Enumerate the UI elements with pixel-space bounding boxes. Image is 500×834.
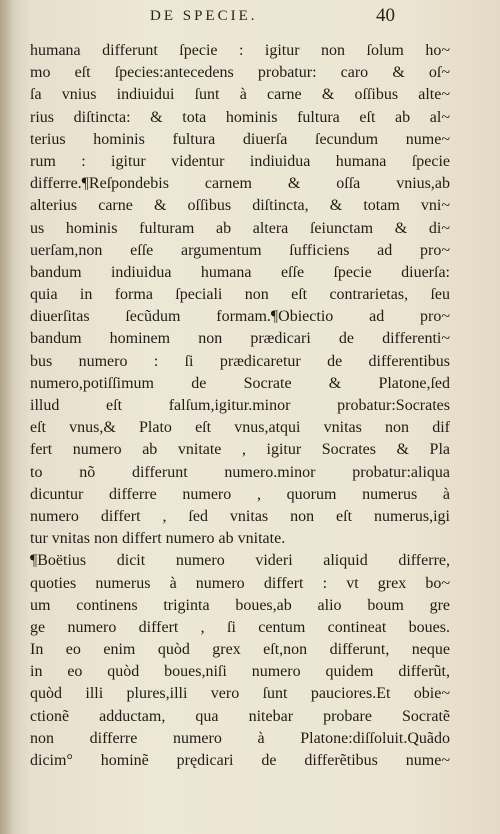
text-line: In eo enim quòd grex eſt,non differunt, neque xyxy=(30,641,450,659)
text-line: to nõ differunt numero.minor probatur:aliqua xyxy=(30,463,450,481)
text-line: ¶Boëtius dicit numero videri aliquid differre, xyxy=(30,552,450,570)
text-line: fert numero ab vnitate , igitur Socrates & Pla xyxy=(30,441,450,459)
text-line: dicim° hominẽ prędicari de differẽtibus nume~ xyxy=(30,752,450,769)
text-line: diuerſitas ſecũdum formam.¶Obiectio ad pro~ xyxy=(30,308,450,326)
text-line: numero differt , ſed vnitas non eſt numerus,igi xyxy=(30,507,450,525)
text-line: alterius carne & oſſibus diſtincta, & totam vni~ xyxy=(30,197,450,215)
text-line: ſa vnius indiuidui ſunt à carne & oſſibus alte~ xyxy=(30,86,450,104)
text-line: um continens triginta boues,ab alio boum gre xyxy=(30,596,450,614)
text-line: illud eſt falſum,igitur.minor probatur:Socrates xyxy=(30,397,450,414)
text-line: bandum hominem non prædicari de differenti~ xyxy=(30,330,450,348)
text-line: non differre numero à Platone:diſſoluit.Quãdo xyxy=(30,729,450,747)
text-line: differre.¶Reſpondebis carnem & oſſa vnius,ab xyxy=(30,175,450,193)
page-number: 40 xyxy=(376,5,395,26)
text-line: bandum indiuidua humana eſſe ſpecie diuerſa: xyxy=(30,263,450,281)
text-line: quoties numerus à numero differt : vt grex bo~ xyxy=(30,574,450,592)
text-line: eſt vnus,& Plato eſt vnus,atqui vnitas non dif xyxy=(30,419,450,437)
text-line: quòd illi plures,illi vero ſunt pauciores.Et obie~ xyxy=(30,685,450,703)
text-line: rum : igitur videntur indiuidua humana ſpecie xyxy=(30,152,450,170)
text-line: dicuntur differre numero , quorum numerus à xyxy=(30,485,450,503)
text-line: bus numero : ſi prædicaretur de differentibus xyxy=(30,352,450,370)
text-line: ctionẽ adductam, qua nitebar probare Socratẽ xyxy=(30,707,450,725)
text-line: numero,potiſſimum de Socrate & Platone,ſed xyxy=(30,374,450,392)
body-text xyxy=(30,40,450,772)
text-line: us hominis fulturam ab altera ſeiunctam & di~ xyxy=(30,219,450,237)
text-line: ge numero differt , ſi centum contineat boues. xyxy=(30,618,450,636)
text-line: terius hominis fultura diuerſa ſecundum nume~ xyxy=(30,130,450,148)
text-line: in eo quòd boues,niſi numero quidem differũt, xyxy=(30,663,450,681)
text-line: mo eſt ſpecies:antecedens probatur: caro & oſ~ xyxy=(30,64,450,82)
text-line: humana differunt ſpecie : igitur non ſolum ho~ xyxy=(30,42,450,59)
text-line: uerſam,non eſſe argumentum ſufficiens ad pro~ xyxy=(30,241,450,259)
text-line: quia in forma ſpeciali non eſt contrarietas, ſeu xyxy=(30,286,450,304)
gutter-shadow xyxy=(0,0,14,834)
text-line: tur vnitas non differt numero ab vnitate. xyxy=(30,530,286,548)
text-line: rius diſtincta: & tota hominis fultura eſt ab al~ xyxy=(30,108,450,126)
running-head: DE SPECIE. xyxy=(150,8,258,24)
